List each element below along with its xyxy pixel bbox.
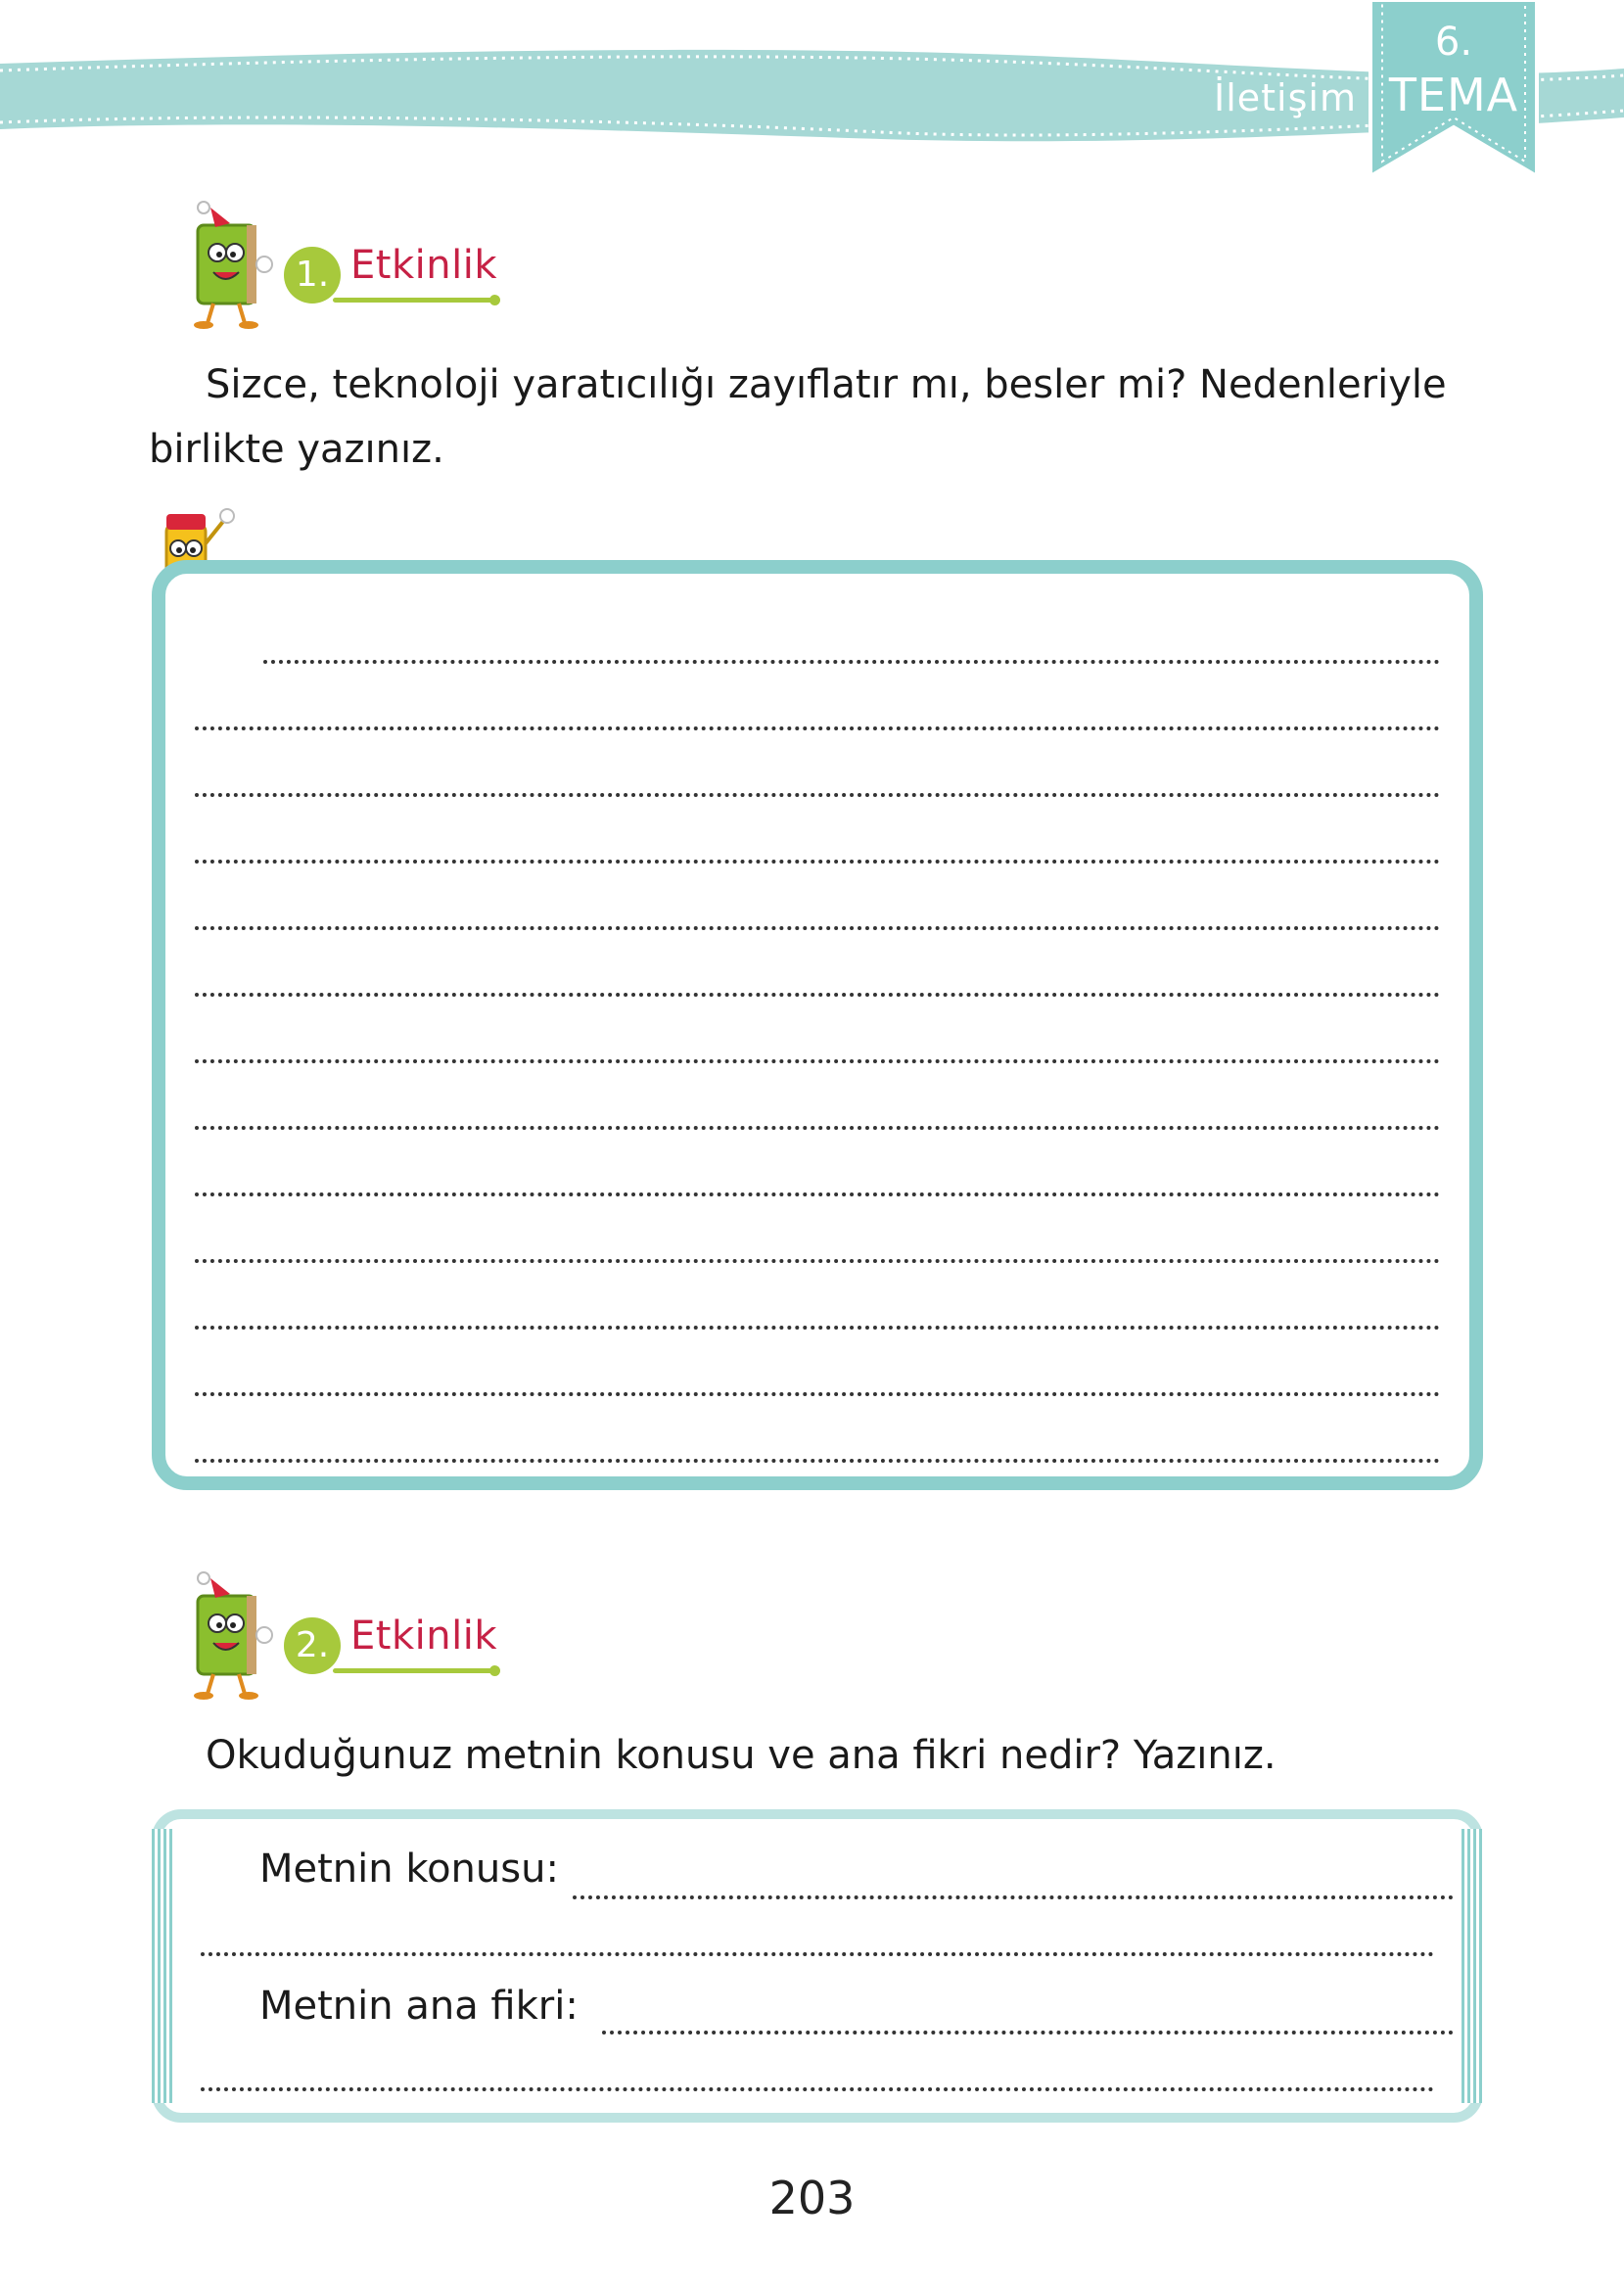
activity-1-question-line1: Sizce, teknoloji yaratıcılığı zayıflatır mı, besler mi? Nedenleriyle [206, 362, 1447, 407]
writing-line[interactable] [195, 1192, 1440, 1196]
activity-number: 1. [284, 247, 341, 304]
activity-1-heading [176, 196, 568, 333]
writing-line[interactable] [195, 1259, 1440, 1263]
activity-1-question-line2: birlikte yazınız. [149, 427, 444, 472]
writing-line[interactable] [195, 1392, 1440, 1396]
topic-writing-line[interactable] [201, 1952, 1434, 1956]
writing-line[interactable] [195, 1059, 1440, 1063]
page-number: 203 [768, 2172, 856, 2224]
activity-label: Etkinlik [350, 243, 497, 288]
writing-line[interactable] [195, 1459, 1440, 1463]
topic-writing-line[interactable] [573, 1895, 1454, 1899]
writing-line[interactable] [195, 993, 1440, 997]
activity-2-heading [176, 1566, 568, 1704]
theme-word: TEMA [1388, 69, 1519, 121]
header-band [0, 0, 1624, 196]
writing-line[interactable] [195, 926, 1440, 930]
book-mascot-icon [176, 196, 284, 333]
activity-underline [333, 1668, 494, 1673]
main-idea-writing-line[interactable] [201, 2087, 1434, 2091]
writing-line[interactable] [195, 1126, 1440, 1130]
activity-label: Etkinlik [350, 1613, 497, 1659]
writing-line[interactable] [263, 660, 1440, 664]
writing-line[interactable] [195, 726, 1440, 730]
topic-label: Metnin konusu: [259, 1847, 559, 1892]
activity-2-question: Okuduğunuz metnin konusu ve ana fikri nedir? Yazınız. [206, 1733, 1276, 1778]
book-mascot-icon [176, 1566, 284, 1704]
writing-line[interactable] [195, 860, 1440, 864]
activity-underline [333, 298, 494, 303]
answer-box-1[interactable] [152, 560, 1483, 1490]
theme-name: İletişim [1214, 76, 1357, 119]
main-idea-writing-line[interactable] [602, 2031, 1454, 2034]
writing-line[interactable] [195, 1326, 1440, 1330]
activity-number: 2. [284, 1617, 341, 1674]
main-idea-label: Metnin ana fikri: [259, 1984, 579, 2029]
writing-line[interactable] [195, 793, 1440, 797]
answer-box-2[interactable] [152, 1809, 1483, 2123]
theme-number: 6. [1434, 20, 1473, 65]
